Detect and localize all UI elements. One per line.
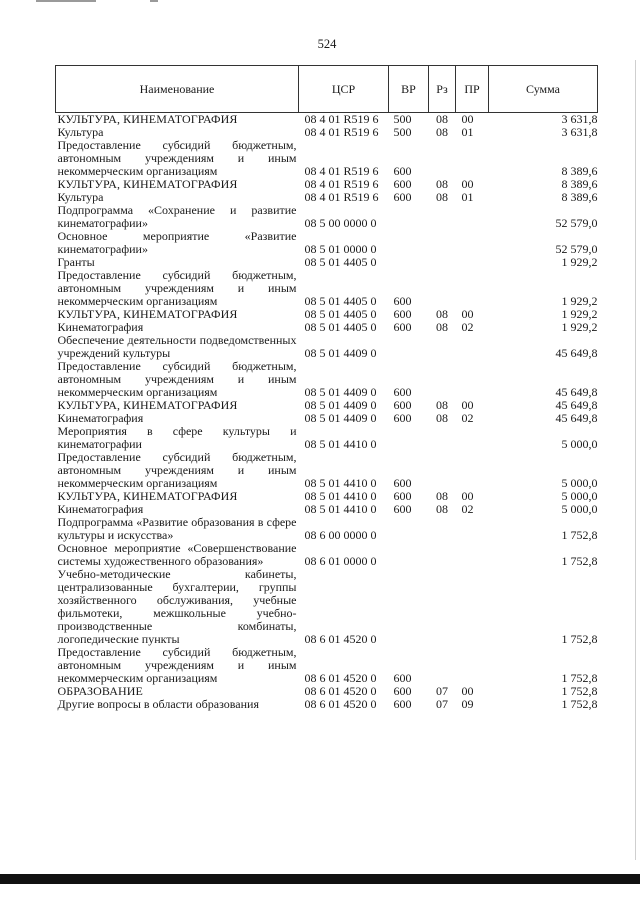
cell-sum: 1 752,8 [561,554,598,568]
table-row [56,698,598,711]
cell-name: Подпрограмма «Сохранение и развитие кинематографии» [57,203,297,230]
cell-rz: 08 [436,112,448,126]
cell-name: Предоставление субсидий бюджетным, автономным учреждениям и иным некоммерческим организациям [57,138,297,178]
cell-pr [456,269,489,308]
cell-name: Мероприятия в сфере культуры и кинематографии [57,424,297,451]
cell-name: Предоставление субсидий бюджетным, автономным учреждениям и иным некоммерческим организациям [57,450,297,490]
cell-csr: 08 5 00 0000 0 [304,216,377,230]
cell-pr: 09 [461,697,474,711]
cell-rz: 08 [436,411,448,425]
cell-sum: 1 752,8 [561,697,598,711]
cell-csr: 08 4 01 R519 6 [304,112,379,126]
cell-csr: 08 5 01 4409 0 [304,398,377,412]
cell-rz: 08 [436,125,448,139]
header-pr: ПР [456,66,489,113]
cell-name: Культура [57,190,104,204]
cell-vr: 600 [393,398,412,412]
cell-name: Подпрограмма «Развитие образования в сфере культуры и искусства» [57,515,297,542]
cell-csr: 08 5 01 4410 0 [304,489,377,503]
cell-sum: 45 649,8 [555,411,598,425]
cell-vr: 600 [393,294,412,308]
cell-vr: 500 [393,112,412,126]
cell-vr [389,230,429,256]
cell-sum: 52 579,0 [555,242,598,256]
cell-vr: 600 [393,307,412,321]
table-body [56,113,598,712]
cell-pr: 02 [461,411,474,425]
cell-pr [456,139,489,178]
cell-sum: 45 649,8 [555,398,598,412]
cell-vr: 600 [393,684,412,698]
cell-sum: 1 929,2 [561,255,598,269]
cell-pr [456,204,489,230]
header-csr: ЦСР [299,66,389,113]
cell-sum: 5 000,0 [561,476,598,490]
cell-sum: 1 929,2 [561,320,598,334]
cell-csr: 08 5 01 4405 0 [304,294,377,308]
cell-csr: 08 4 01 R519 6 [304,164,379,178]
cell-rz: 08 [436,190,448,204]
cell-rz [429,269,456,308]
header-sum: Сумма [489,66,598,113]
cell-csr: 08 6 01 4520 0 [304,632,377,646]
cell-rz: 08 [436,320,448,334]
cell-rz [429,334,456,360]
cell-name: КУЛЬТУРА, КИНЕМАТОГРАФИЯ [57,489,238,503]
cell-pr: 00 [461,177,474,191]
cell-rz [429,360,456,399]
table-row [56,646,598,685]
cell-vr: 600 [393,502,412,516]
table-row [56,334,598,360]
scan-mark [36,0,96,2]
cell-csr: 08 5 01 4405 0 [304,320,377,334]
scan-bottom-band [0,874,640,884]
table-row [56,139,598,178]
cell-rz [429,256,456,269]
table-row [56,516,598,542]
cell-rz: 08 [436,502,448,516]
cell-rz [429,568,456,646]
table-row [56,360,598,399]
cell-pr [456,451,489,490]
page-number: 524 [317,37,337,51]
cell-rz [429,230,456,256]
cell-csr: 08 5 01 4409 0 [304,385,377,399]
cell-sum: 1 752,8 [561,632,598,646]
cell-rz: 08 [436,177,448,191]
header-name: Наименование [56,66,299,113]
cell-pr [456,568,489,646]
cell-csr: 08 6 01 4520 0 [304,671,377,685]
cell-sum: 45 649,8 [555,385,598,399]
cell-rz [429,451,456,490]
table-row [56,542,598,568]
table-row [56,425,598,451]
cell-pr: 01 [461,125,474,139]
cell-vr [389,204,429,230]
cell-rz [429,516,456,542]
table-row [56,113,598,127]
cell-name: Предоставление субсидий бюджетным, автономным учреждениям и иным некоммерческим организациям [57,268,297,308]
cell-pr: 00 [461,398,474,412]
cell-vr: 600 [393,697,412,711]
cell-rz: 08 [436,307,448,321]
cell-pr: 00 [461,489,474,503]
cell-pr: 00 [461,307,474,321]
table-row [56,269,598,308]
document-page [55,65,597,711]
table-row [56,568,598,646]
cell-vr: 600 [393,190,412,204]
cell-name: Гранты [57,255,95,269]
cell-csr: 08 4 01 R519 6 [304,177,379,191]
cell-name: КУЛЬТУРА, КИНЕМАТОГРАФИЯ [57,398,238,412]
cell-pr [456,334,489,360]
cell-vr [389,516,429,542]
cell-csr: 08 5 01 4405 0 [304,307,377,321]
cell-csr: 08 6 01 0000 0 [304,554,377,568]
cell-vr: 600 [393,164,412,178]
cell-csr: 08 4 01 R519 6 [304,125,379,139]
cell-name: Кинематография [57,411,144,425]
cell-pr: 02 [461,320,474,334]
cell-name: Кинематография [57,502,144,516]
cell-sum: 1 752,8 [561,684,598,698]
table-row [56,451,598,490]
cell-vr: 500 [393,125,412,139]
cell-pr: 00 [461,684,474,698]
table-row [56,204,598,230]
cell-vr [389,568,429,646]
header-vr: ВР [389,66,429,113]
cell-pr [456,542,489,568]
cell-vr [389,542,429,568]
cell-name: Учебно-методические кабинеты, централизованные бухгалтерии, группы хозяйственного обслуживания, учебные фильмотеки, межшкольные учебно-производственные комбинаты, логопедические пункты [57,567,297,646]
cell-pr [456,646,489,685]
cell-sum: 8 389,6 [561,190,598,204]
cell-vr: 600 [393,489,412,503]
table-row [56,230,598,256]
cell-pr: 01 [461,190,474,204]
cell-sum: 1 929,2 [561,294,598,308]
cell-rz [429,425,456,451]
cell-sum: 8 389,6 [561,164,598,178]
cell-csr: 08 5 01 4409 0 [304,346,377,360]
cell-name: КУЛЬТУРА, КИНЕМАТОГРАФИЯ [57,112,238,126]
cell-pr [456,425,489,451]
cell-csr: 08 5 01 4405 0 [304,255,377,269]
cell-sum: 45 649,8 [555,346,598,360]
cell-rz: 07 [436,684,448,698]
cell-vr: 600 [393,671,412,685]
cell-sum: 3 631,8 [561,125,598,139]
cell-vr [389,256,429,269]
cell-csr: 08 5 01 0000 0 [304,242,377,256]
cell-name: Предоставление субсидий бюджетным, автономным учреждениям и иным некоммерческим организациям [57,645,297,685]
cell-csr: 08 5 01 4410 0 [304,476,377,490]
cell-rz [429,542,456,568]
cell-csr: 08 6 01 4520 0 [304,697,377,711]
cell-name: Основное мероприятие «Развитие кинематографии» [57,229,297,256]
cell-name: Обеспечение деятельности подведомственных учреждений культуры [57,333,297,360]
cell-pr [456,256,489,269]
budget-table [55,65,598,711]
cell-sum: 1 929,2 [561,307,598,321]
cell-name: КУЛЬТУРА, КИНЕМАТОГРАФИЯ [57,177,238,191]
cell-pr: 00 [461,112,474,126]
cell-sum: 5 000,0 [561,502,598,516]
cell-pr: 02 [461,502,474,516]
cell-vr: 600 [393,177,412,191]
cell-name: Культура [57,125,104,139]
cell-rz [429,204,456,230]
cell-rz [429,646,456,685]
table-header [56,66,598,113]
cell-vr: 600 [393,411,412,425]
cell-csr: 08 6 00 0000 0 [304,528,377,542]
cell-vr: 600 [393,385,412,399]
cell-rz: 07 [436,697,448,711]
cell-csr: 08 5 01 4410 0 [304,437,377,451]
scan-mark-small [150,0,158,2]
cell-pr [456,516,489,542]
cell-csr: 08 6 01 4520 0 [304,684,377,698]
cell-vr [389,334,429,360]
cell-pr [456,230,489,256]
cell-name: Основное мероприятие «Совершенствование системы художественного образования» [57,541,297,568]
cell-sum: 3 631,8 [561,112,598,126]
cell-name: Кинематография [57,320,144,334]
cell-sum: 1 752,8 [561,528,598,542]
header-rz: Рз [429,66,456,113]
cell-sum: 5 000,0 [561,489,598,503]
cell-vr [389,425,429,451]
cell-name: КУЛЬТУРА, КИНЕМАТОГРАФИЯ [57,307,238,321]
cell-rz: 08 [436,489,448,503]
cell-csr: 08 5 01 4409 0 [304,411,377,425]
cell-csr: 08 4 01 R519 6 [304,190,379,204]
cell-vr: 600 [393,476,412,490]
cell-rz: 08 [436,398,448,412]
cell-name: ОБРАЗОВАНИЕ [57,684,143,698]
cell-rz [429,139,456,178]
cell-pr [456,360,489,399]
cell-vr: 600 [393,320,412,334]
cell-name: Другие вопросы в области образования [57,697,259,711]
cell-sum: 1 752,8 [561,671,598,685]
cell-csr: 08 5 01 4410 0 [304,502,377,516]
cell-name: Предоставление субсидий бюджетным, автономным учреждениям и иным некоммерческим организациям [57,359,297,399]
scan-edge [635,60,636,860]
cell-sum: 5 000,0 [561,437,598,451]
cell-sum: 8 389,6 [561,177,598,191]
cell-sum: 52 579,0 [555,216,598,230]
